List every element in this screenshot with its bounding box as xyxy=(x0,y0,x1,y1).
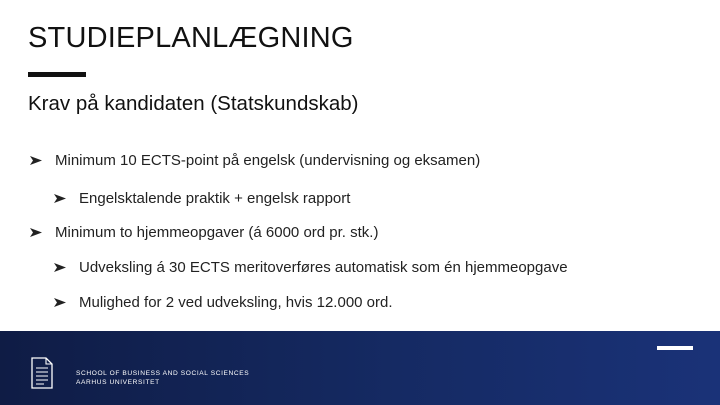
bullet-item xyxy=(54,294,393,311)
bullet-item xyxy=(54,190,350,207)
bullet-text: Minimum 10 ECTS-point på engelsk (undervisning og eksamen) xyxy=(55,152,481,169)
arrow-bullet-icon xyxy=(30,156,42,165)
aarhus-university-seal-icon xyxy=(30,356,54,390)
arrow-bullet-icon xyxy=(54,298,66,307)
bullet-text: Udveksling á 30 ECTS meritoverføres automatisk som én hjemmeopgave xyxy=(79,259,568,276)
slide-subtitle: Krav på kandidaten (Statskundskab) xyxy=(28,92,359,115)
bullet-item xyxy=(54,259,568,276)
footer-institution xyxy=(76,369,249,387)
footer-accent-rule xyxy=(657,346,693,350)
bullet-item xyxy=(30,224,378,241)
arrow-bullet-icon xyxy=(54,263,66,272)
slide-title: STUDIEPLANLÆGNING xyxy=(28,22,354,54)
arrow-bullet-icon xyxy=(54,194,66,203)
footer-bar xyxy=(0,331,720,405)
footer-school-name: SCHOOL OF BUSINESS AND SOCIAL SCIENCES xyxy=(76,370,250,377)
bullet-text: Minimum to hjemmeopgaver (á 6000 ord pr. stk.) xyxy=(55,224,379,241)
bullet-text: Mulighed for 2 ved udveksling, hvis 12.000 ord. xyxy=(79,294,393,311)
bullet-text: Engelsktalende praktik + engelsk rapport xyxy=(79,190,351,207)
arrow-bullet-icon xyxy=(30,228,42,237)
title-underline xyxy=(28,72,86,77)
bullet-item xyxy=(30,152,480,169)
footer-university-name: AARHUS UNIVERSITET xyxy=(76,379,160,386)
